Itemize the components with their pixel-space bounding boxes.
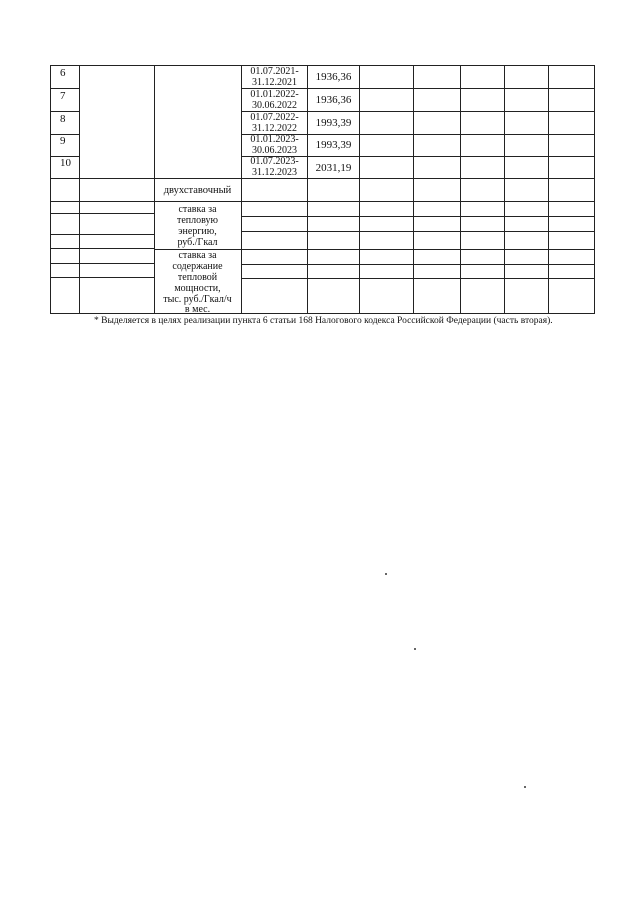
row-number: 8 [60, 113, 66, 125]
tariff-value: 2031,19 [315, 162, 352, 174]
row-number: 6 [60, 67, 66, 79]
row-line-left [50, 248, 155, 249]
row-line-left [50, 111, 80, 112]
footnote: * Выделяется в целях реализации пункта 6 статьи 168 Налогового кодекса Российской Федерации (часть вторая). [94, 316, 553, 326]
table-border-top [50, 65, 595, 66]
row-line-right [241, 216, 595, 217]
tariff-value: 1936,36 [315, 94, 352, 106]
row-number: 7 [60, 90, 66, 102]
col-line [460, 65, 461, 314]
capacity-rate-label-line: содержание [172, 261, 223, 272]
col-line [504, 65, 505, 314]
energy-rate-label-line: ставка за [178, 204, 217, 215]
tariff-value: 1936,36 [315, 71, 352, 83]
row-number: 9 [60, 135, 66, 147]
row-line-left [50, 277, 155, 278]
col-line [548, 65, 549, 314]
period-start: 01.07.2022- [250, 112, 299, 123]
row-line [50, 201, 595, 202]
period-start: 01.07.2023- [250, 156, 299, 167]
tariff-value: 1993,39 [315, 139, 352, 151]
period-end: 31.12.2022 [252, 123, 297, 134]
period-end: 31.12.2023 [252, 167, 297, 178]
capacity-rate-label-line: мощности, [174, 283, 221, 294]
capacity-rate-label-line: в мес. [184, 304, 211, 315]
period-start: 01.07.2021- [250, 66, 299, 77]
capacity-rate-label-line: тыс. руб./Гкал/ч [163, 294, 232, 305]
row-number: 10 [60, 157, 71, 169]
tariff-table [50, 65, 595, 314]
scan-speck [524, 786, 526, 788]
table-border-right [594, 65, 595, 314]
scan-speck [385, 573, 387, 575]
tariff-value: 1993,39 [315, 117, 352, 129]
period-end: 30.06.2023 [252, 145, 297, 156]
period-end: 30.06.2022 [252, 100, 297, 111]
period-start: 01.01.2023- [250, 134, 299, 145]
row-line-right [241, 231, 595, 232]
row-line-left [50, 213, 155, 214]
energy-rate-label-line: энергию, [178, 226, 217, 237]
energy-rate-label-line: тепловую [176, 215, 218, 226]
row-line-left [50, 263, 155, 264]
capacity-rate-label-line: ставка за [178, 250, 217, 261]
period-end: 31.12.2021 [252, 77, 297, 88]
table-border-bottom [50, 313, 595, 314]
capacity-rate-label-line: тепловой [177, 272, 218, 283]
row-line [50, 178, 595, 179]
scan-speck [414, 648, 416, 650]
period-start: 01.01.2022- [250, 89, 299, 100]
row-line-left [50, 88, 80, 89]
col-line [413, 65, 414, 314]
row-line-right [241, 278, 595, 279]
row-line-left [50, 234, 155, 235]
two-part-tariff-label: двухставочный [163, 185, 232, 196]
row-line-right [241, 264, 595, 265]
energy-rate-label-line: руб./Гкал [177, 237, 218, 248]
